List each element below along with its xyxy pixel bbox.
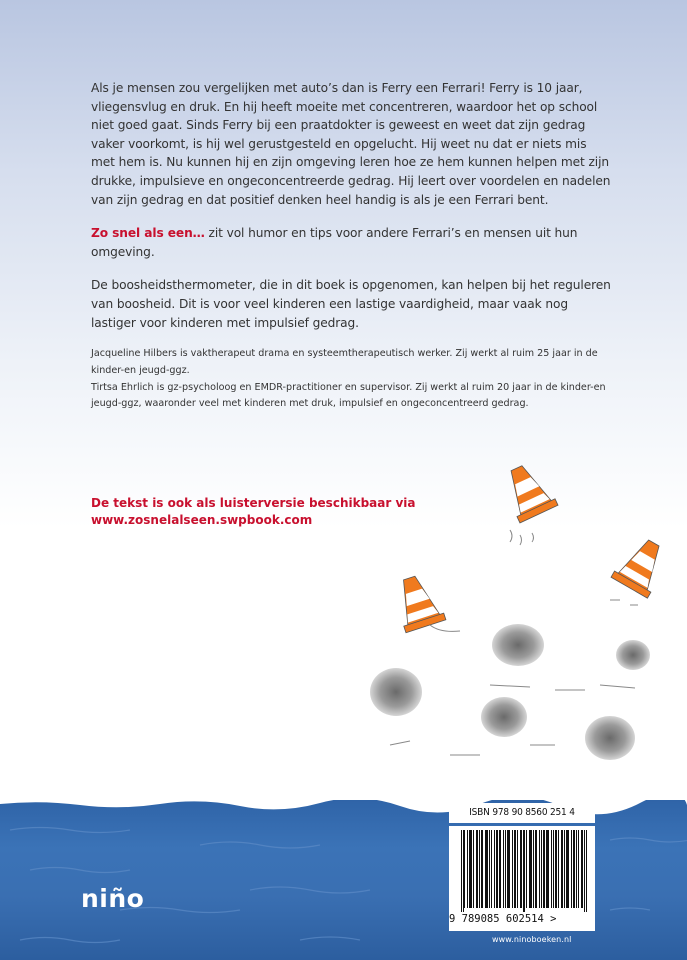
- barcode-bar: [523, 830, 524, 912]
- barcode-bar: [514, 830, 515, 908]
- cones-illustration: [330, 455, 687, 800]
- humor-paragraph-text: zit vol humor en tips voor andere Ferrari’s en mensen uit hun omgeving.: [91, 226, 578, 259]
- barcode: [449, 826, 595, 931]
- barcode-bar: [582, 830, 583, 908]
- barcode-bar: [526, 830, 527, 908]
- audio-url-link[interactable]: www.zosnelalseen.swpbook.com: [91, 513, 313, 527]
- barcode-bar: [487, 830, 488, 908]
- barcode-bar: [530, 830, 531, 908]
- dust-cloud-icon: [492, 624, 544, 666]
- barcode-bar: [524, 830, 525, 912]
- barcode-bar: [547, 830, 548, 908]
- summary-paragraph: Als je mensen zou vergelijken met auto’s dan is Ferry een Ferrari! Ferry is 10 jaar, vliegensvlug en druk. En hij heeft moeite met concentreren, waardoor het op school niet goed gaat. Sinds Ferry bij een praatdokter is geweest en weet dat zijn gedrag vaker voorkomt, is hij wel gerustgesteld en opgelucht. Hij weet nu dat er niets mis met hem is. Nu kunnen hij en zijn omgeving leren hoe ze hem kunnen helpen met zijn drukke, impulsieve en ongeconcentreerde gedrag. Hij leert over voordelen en nadelen van zijn gedrag en dat positief denken heel handig is als je een Ferrari bent.: [91, 81, 611, 207]
- barcode-bar: [489, 830, 490, 908]
- barcode-bar: [477, 830, 478, 908]
- humor-paragraph: [91, 224, 611, 261]
- barcode-bar: [571, 830, 572, 908]
- barcode-bar: [485, 830, 486, 908]
- barcode-bar: [479, 830, 480, 908]
- author-bio-hilbers: Jacqueline Hilbers is vaktherapeut drama en systeemtherapeutisch werker. Zij werkt al ruim 25 jaar in de kinder-en jeugd-ggz.: [91, 348, 598, 376]
- barcode-bar: [562, 830, 563, 908]
- barcode-bar: [473, 830, 474, 908]
- barcode-bar: [520, 830, 521, 908]
- barcode-bar: [543, 830, 544, 908]
- barcode-bar: [463, 830, 464, 912]
- barcode-bar: [494, 830, 495, 908]
- barcode-bar: [556, 830, 557, 908]
- publisher-website[interactable]: www.ninoboeken.nl: [492, 935, 572, 944]
- barcode-bar: [551, 830, 552, 908]
- isbn-label: ISBN 978 90 8560 251 4: [449, 803, 595, 823]
- barcode-digits: 9 789085 602514 >: [449, 913, 557, 925]
- barcode-bar: [536, 830, 537, 908]
- barcode-bar: [482, 830, 483, 908]
- barcode-bar: [548, 830, 549, 908]
- barcode-bar: [508, 830, 509, 908]
- barcode-bar: [566, 830, 567, 908]
- book-title-inline: Zo snel als een…: [91, 226, 205, 241]
- barcode-bar: [512, 830, 513, 908]
- back-cover-text: [91, 79, 611, 347]
- thermometer-paragraph: De boosheidsthermometer, die in dit boek is opgenomen, kan helpen bij het reguleren van boosheid. Dit is voor veel kinderen een lastige vaardigheid, maar vaak nog lastiger voor kinderen met impulsief gedrag.: [91, 278, 611, 330]
- barcode-bar: [471, 830, 472, 908]
- barcode-bar: [586, 830, 587, 912]
- barcode-bar: [535, 830, 536, 908]
- barcode-bar: [461, 830, 462, 912]
- barcode-bar: [584, 830, 585, 912]
- barcode-bar: [568, 830, 569, 908]
- barcode-bar: [500, 830, 501, 908]
- audio-notice-text: De tekst is ook als luisterversie beschikbaar via: [91, 496, 416, 510]
- barcode-bar: [544, 830, 545, 908]
- barcode-bar: [564, 830, 565, 908]
- barcode-bar: [529, 830, 530, 908]
- barcode-bar: [509, 830, 510, 908]
- barcode-bar: [561, 830, 562, 908]
- traffic-cone-icon: [390, 571, 446, 632]
- barcode-bar: [467, 830, 468, 908]
- barcode-bar: [578, 830, 579, 908]
- barcode-bar: [553, 830, 554, 908]
- barcode-bar: [470, 830, 471, 908]
- traffic-cone-icon: [498, 459, 558, 523]
- barcode-bar: [546, 830, 547, 908]
- barcode-bar: [541, 830, 542, 908]
- barcode-bar: [491, 830, 492, 908]
- barcode-bar: [481, 830, 482, 908]
- barcode-bar: [496, 830, 497, 908]
- barcode-bar: [531, 830, 532, 908]
- barcode-bar: [517, 830, 518, 908]
- barcode-bar: [567, 830, 568, 908]
- barcode-bar: [507, 830, 508, 908]
- barcode-bar: [555, 830, 556, 908]
- barcode-bar: [574, 830, 575, 908]
- barcode-bar: [576, 830, 577, 908]
- author-bios: [91, 346, 606, 413]
- dust-cloud-icon: [481, 697, 527, 737]
- dust-cloud-icon: [585, 716, 635, 760]
- traffic-cone-icon: [611, 533, 673, 598]
- barcode-bar: [486, 830, 487, 908]
- barcode-bar: [533, 830, 534, 908]
- author-bio-ehrlich: Tirtsa Ehrlich is gz-psycholoog en EMDR-practitioner en supervisor. Zij werkt al ruim 20 jaar in de kinder-en jeugd-ggz, waaronder veel met kinderen met druk, impulsief en ongeconcentreerd gedrag.: [91, 381, 606, 410]
- barcode-bar: [515, 830, 516, 908]
- dust-cloud-icon: [616, 640, 650, 670]
- barcode-bar: [521, 830, 522, 908]
- barcode-bar: [499, 830, 500, 908]
- barcode-bar: [497, 830, 498, 908]
- dust-cloud-icon: [370, 668, 422, 716]
- barcode-bar: [573, 830, 574, 908]
- barcode-bar: [469, 830, 470, 908]
- barcode-bar: [503, 830, 504, 908]
- barcode-bar: [539, 830, 540, 908]
- barcode-bar: [476, 830, 477, 908]
- barcode-bar: [505, 830, 506, 908]
- barcode-bar: [464, 830, 465, 908]
- barcode-bar: [581, 830, 582, 908]
- barcode-bar: [558, 830, 559, 908]
- publisher-logo: niño: [81, 884, 145, 913]
